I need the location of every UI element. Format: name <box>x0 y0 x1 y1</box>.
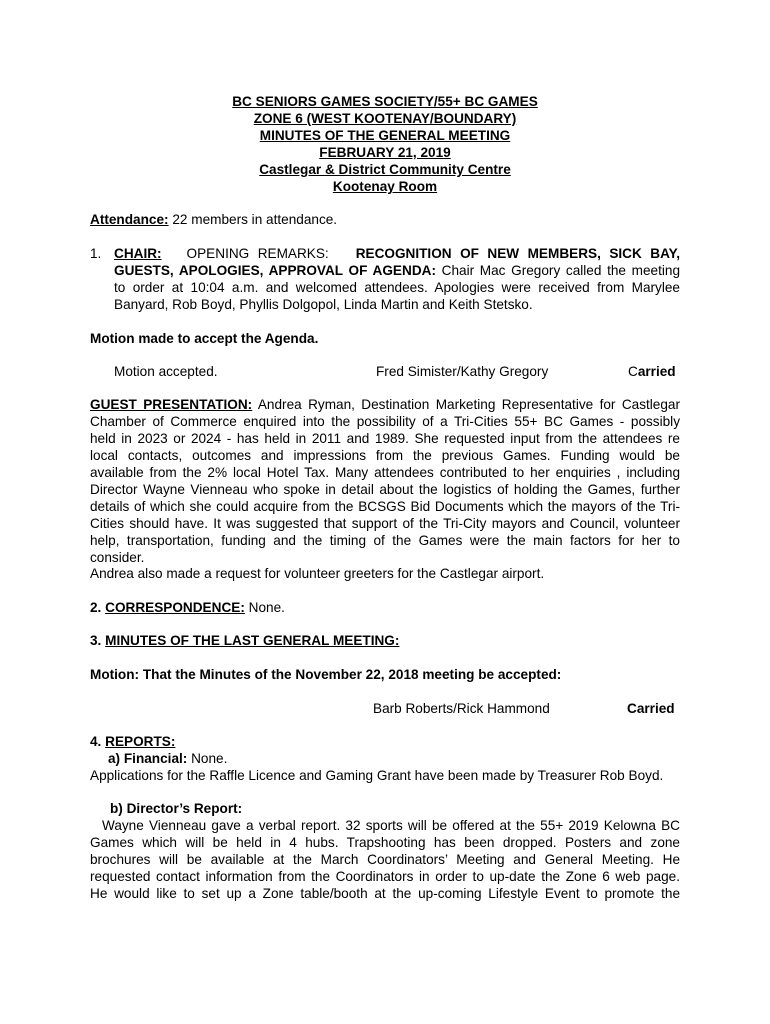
attendance-text: 22 members in attendance. <box>172 212 338 227</box>
item3-line <box>90 632 680 649</box>
header-room: Kootenay Room <box>332 179 438 194</box>
item1-number: 1. <box>90 246 102 261</box>
item1-bold-text-2: GUESTS, APOLOGIES, APPROVAL OF AGENDA: <box>114 263 436 278</box>
item2-line <box>90 599 680 616</box>
header-org: BC SENIORS GAMES SOCIETY/55+ BC GAMES <box>232 94 538 109</box>
item1-opening-label: OPENING REMARKS: <box>186 246 329 261</box>
motion1-carried-rest: arried <box>637 364 676 379</box>
item1-bold-text-1: RECOGNITION OF NEW MEMBERS, SICK BAY, <box>355 246 681 261</box>
financial-line <box>108 750 698 767</box>
guest-line4: local contacts, outcomes and impressions from the previous Games. Funding would be <box>90 448 680 463</box>
director-line2: Games which will be held in 4 hubs. Trapshooting has been dropped. Posters and zone <box>90 835 680 850</box>
item1-line3: to order at 10:04 a.m. and welcomed attendees. Apologies were received from Marylee <box>114 280 680 295</box>
guest-line8: Cities should have. It was suggested that support of the Tri-City mayors and Council, volunteer <box>90 516 680 531</box>
director-label: b) Director’s Report: <box>110 801 243 816</box>
item4-label: REPORTS: <box>105 734 176 749</box>
motion1-accepted: Motion accepted. <box>114 364 218 379</box>
motion2-text: Motion: That the Minutes of the November 22, 2018 meeting be accepted: <box>90 667 562 682</box>
guest-text-1: Andrea Ryman, Destination Marketing Representative for Castlegar <box>257 397 681 412</box>
guest-line2: Chamber of Commerce enquired into the possibility of a Tri-Cities 55+ BC Games - possibly <box>90 414 680 429</box>
director-line3: brochures will be available at the March Coordinators’ Meeting and General Meeting. He <box>90 852 680 867</box>
motion2-movers: Barb Roberts/Rick Hammond <box>373 701 550 716</box>
financial-label: a) Financial: <box>108 751 188 766</box>
director-line1: Wayne Vienneau gave a verbal report. 32 sports will be offered at the 55+ 2019 Kelowna BC <box>102 818 680 833</box>
motion2-carried: Carried <box>627 701 675 716</box>
motion1-carried <box>628 363 676 380</box>
guest-line7: details of which she could acquire from the BCSGS Bid Documents which the mayors of the Tri- <box>90 499 680 514</box>
financial-line2: Applications for the Raffle Licence and Gaming Grant have been made by Treasurer Rob Boyd. <box>90 768 664 783</box>
item1-line2 <box>114 262 680 279</box>
item1-line1 <box>114 245 680 262</box>
motion1-carried-c: C <box>628 364 638 379</box>
guest-line11: Andrea also made a request for volunteer greeters for the Castlegar airport. <box>90 566 545 581</box>
item2-number: 2. <box>90 600 102 615</box>
attendance-line <box>90 211 680 228</box>
item2-text: None. <box>248 600 285 615</box>
header-zone: ZONE 6 (WEST KOOTENAY/BOUNDARY) <box>253 111 517 126</box>
item2-label: CORRESPONDENCE: <box>105 600 245 615</box>
director-line5: He would like to set up a Zone table/booth at the up-coming Lifestyle Event to promote the <box>90 886 680 901</box>
header-date: FEBRUARY 21, 2019 <box>319 145 451 160</box>
guest-line3: held in 2023 or 2024 - has held in 2011 and 1989. She requested input from the attendees re <box>90 431 680 446</box>
guest-line10: consider. <box>90 550 145 565</box>
guest-line9: help, transportation, funding and the timing of the Games were the main factors for her to <box>90 533 680 548</box>
motion1-heading: Motion made to accept the Agenda. <box>90 331 319 346</box>
motion1-movers: Fred Simister/Kathy Gregory <box>376 364 549 379</box>
attendance-label: Attendance: <box>90 212 169 227</box>
guest-line5: available from the 2% local Hotel Tax. Many attendees contributed to her enquiries , including <box>90 465 680 480</box>
guest-line1 <box>90 396 680 413</box>
director-line4: requested contact information from the Coordinators in order to up-date the Zone 6 web page. <box>90 869 680 884</box>
item1-chair-label: CHAIR: <box>114 246 162 261</box>
item1-text-2: Chair Mac Gregory called the meeting <box>441 263 681 278</box>
item4-line <box>90 733 680 750</box>
financial-text: None. <box>191 751 228 766</box>
item1-line4: Banyard, Rob Boyd, Phyllis Dolgopol, Linda Martin and Keith Stetsko. <box>114 297 533 312</box>
item3-label: MINUTES OF THE LAST GENERAL MEETING: <box>105 633 400 648</box>
header-title: MINUTES OF THE GENERAL MEETING <box>259 128 511 143</box>
guest-label: GUEST PRESENTATION: <box>90 397 253 412</box>
header-venue: Castlegar & District Community Centre <box>259 162 511 177</box>
item4-number: 4. <box>90 734 102 749</box>
item3-number: 3. <box>90 633 102 648</box>
guest-line6: Director Wayne Vienneau who spoke in detail about the logistics of holding the Games, further <box>90 482 680 497</box>
